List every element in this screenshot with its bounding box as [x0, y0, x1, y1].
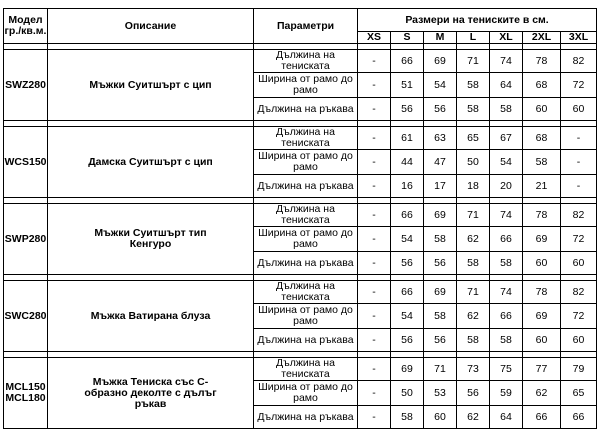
- parameter-cell: Дължина на тениската: [254, 50, 358, 73]
- size-value-cell: -: [358, 252, 391, 275]
- size-value-cell: 56: [457, 381, 490, 406]
- size-value-cell: -: [358, 175, 391, 198]
- size-label: 3XL: [561, 32, 597, 44]
- size-value-cell: 73: [457, 358, 490, 381]
- table-row: [4, 204, 597, 227]
- size-value-cell: 58: [457, 329, 490, 352]
- size-value-cell: -: [358, 127, 391, 150]
- size-value-cell: 59: [490, 381, 523, 406]
- size-value-cell: 72: [561, 73, 597, 98]
- size-value-cell: -: [358, 281, 391, 304]
- size-value-cell: 82: [561, 281, 597, 304]
- size-value-cell: 64: [490, 406, 523, 429]
- size-value-cell: 58: [457, 98, 490, 121]
- size-value-cell: 66: [523, 406, 561, 429]
- size-value-cell: 54: [424, 73, 457, 98]
- size-value-cell: 60: [424, 406, 457, 429]
- size-value-cell: 58: [490, 329, 523, 352]
- size-value-cell: 47: [424, 150, 457, 175]
- size-value-cell: 67: [490, 127, 523, 150]
- parameter-cell: Дължина на ръкава: [254, 329, 358, 352]
- size-value-cell: 69: [391, 358, 424, 381]
- parameter-cell: Дължина на тениската: [254, 281, 358, 304]
- size-label: L: [457, 32, 490, 44]
- size-value-cell: 58: [424, 304, 457, 329]
- size-value-cell: 21: [523, 175, 561, 198]
- size-value-cell: 71: [424, 358, 457, 381]
- size-value-cell: 75: [490, 358, 523, 381]
- size-value-cell: 56: [424, 98, 457, 121]
- size-value-cell: 54: [391, 227, 424, 252]
- size-value-cell: 54: [490, 150, 523, 175]
- size-value-cell: 56: [391, 329, 424, 352]
- size-value-cell: -: [358, 304, 391, 329]
- size-value-cell: 78: [523, 50, 561, 73]
- model-cell: SWZ280: [4, 50, 48, 121]
- size-label: 2XL: [523, 32, 561, 44]
- size-value-cell: 56: [424, 252, 457, 275]
- size-label: M: [424, 32, 457, 44]
- size-value-cell: 50: [391, 381, 424, 406]
- parameter-cell: Дължина на ръкава: [254, 406, 358, 429]
- size-value-cell: -: [561, 175, 597, 198]
- size-value-cell: -: [358, 98, 391, 121]
- size-value-cell: 60: [523, 98, 561, 121]
- size-value-cell: 58: [523, 150, 561, 175]
- parameter-cell: Ширина от рамо до рамо: [254, 150, 358, 175]
- size-value-cell: 77: [523, 358, 561, 381]
- table-row: [4, 127, 597, 150]
- size-value-cell: 74: [490, 50, 523, 73]
- size-value-cell: 63: [424, 127, 457, 150]
- size-label: XS: [358, 32, 391, 44]
- size-value-cell: 56: [391, 98, 424, 121]
- description-cell: Дамска Суитшърт с цип: [48, 127, 254, 198]
- size-value-cell: 58: [490, 252, 523, 275]
- model-cell: SWC280: [4, 281, 48, 352]
- size-value-cell: 58: [424, 227, 457, 252]
- description-cell: Мъжки Суитшърт тип Кенгуро: [48, 204, 254, 275]
- size-value-cell: 74: [490, 281, 523, 304]
- size-label: S: [391, 32, 424, 44]
- size-value-cell: 78: [523, 281, 561, 304]
- size-value-cell: 68: [523, 73, 561, 98]
- table-row: [4, 50, 597, 73]
- size-value-cell: 60: [561, 252, 597, 275]
- size-value-cell: -: [358, 73, 391, 98]
- size-value-cell: 62: [457, 304, 490, 329]
- size-value-cell: 16: [391, 175, 424, 198]
- size-value-cell: -: [358, 227, 391, 252]
- size-value-cell: 62: [457, 406, 490, 429]
- size-value-cell: -: [358, 381, 391, 406]
- size-value-cell: 66: [490, 304, 523, 329]
- model-cell: MCL150 MCL180: [4, 358, 48, 429]
- size-value-cell: -: [358, 204, 391, 227]
- size-value-cell: 58: [457, 73, 490, 98]
- size-value-cell: 71: [457, 204, 490, 227]
- size-value-cell: 82: [561, 204, 597, 227]
- size-value-cell: 69: [523, 227, 561, 252]
- description-cell: Мъжка Ватирана блуза: [48, 281, 254, 352]
- size-value-cell: 69: [424, 204, 457, 227]
- size-value-cell: 79: [561, 358, 597, 381]
- parameter-cell: Ширина от рамо до рамо: [254, 73, 358, 98]
- size-value-cell: 62: [457, 227, 490, 252]
- size-value-cell: 53: [424, 381, 457, 406]
- model-cell: WCS150: [4, 127, 48, 198]
- size-value-cell: 66: [391, 281, 424, 304]
- size-value-cell: 66: [561, 406, 597, 429]
- parameter-cell: Ширина от рамо до рамо: [254, 227, 358, 252]
- table-row: [4, 358, 597, 381]
- size-value-cell: -: [358, 50, 391, 73]
- size-value-cell: 69: [523, 304, 561, 329]
- size-value-cell: 20: [490, 175, 523, 198]
- description-cell: Мъжки Суитшърт с цип: [48, 50, 254, 121]
- size-value-cell: 60: [523, 252, 561, 275]
- size-value-cell: -: [358, 406, 391, 429]
- size-value-cell: 69: [424, 50, 457, 73]
- model-cell: SWP280: [4, 204, 48, 275]
- size-value-cell: -: [561, 127, 597, 150]
- model-header: Модел гр./кв.м.: [4, 9, 48, 44]
- size-value-cell: 72: [561, 304, 597, 329]
- size-value-cell: 72: [561, 227, 597, 252]
- size-value-cell: 66: [391, 204, 424, 227]
- size-label: XL: [490, 32, 523, 44]
- size-value-cell: 66: [391, 50, 424, 73]
- size-value-cell: 60: [561, 98, 597, 121]
- parameter-cell: Дължина на ръкава: [254, 252, 358, 275]
- size-value-cell: 65: [561, 381, 597, 406]
- size-value-cell: 50: [457, 150, 490, 175]
- size-value-cell: 74: [490, 204, 523, 227]
- size-value-cell: 69: [424, 281, 457, 304]
- parameter-cell: Дължина на ръкава: [254, 175, 358, 198]
- size-value-cell: 64: [490, 73, 523, 98]
- size-value-cell: 54: [391, 304, 424, 329]
- size-value-cell: 71: [457, 281, 490, 304]
- size-value-cell: 61: [391, 127, 424, 150]
- header-row: [4, 9, 597, 32]
- size-value-cell: 17: [424, 175, 457, 198]
- size-value-cell: 18: [457, 175, 490, 198]
- table-row: [4, 281, 597, 304]
- size-value-cell: 60: [523, 329, 561, 352]
- parameter-cell: Дължина на тениската: [254, 127, 358, 150]
- size-value-cell: 56: [391, 252, 424, 275]
- description-cell: Мъжка Тениска със С-образно деколте с дълъг ръкав: [48, 358, 254, 429]
- size-chart-table: [3, 8, 597, 429]
- size-value-cell: 58: [490, 98, 523, 121]
- parameter-cell: Ширина от рамо до рамо: [254, 381, 358, 406]
- size-value-cell: -: [358, 150, 391, 175]
- parameter-cell: Дължина на тениската: [254, 358, 358, 381]
- parameter-cell: Ширина от рамо до рамо: [254, 304, 358, 329]
- size-value-cell: -: [358, 358, 391, 381]
- size-value-cell: 68: [523, 127, 561, 150]
- parameters-header: Параметри: [254, 9, 358, 44]
- size-value-cell: -: [561, 150, 597, 175]
- size-value-cell: 56: [424, 329, 457, 352]
- size-value-cell: 44: [391, 150, 424, 175]
- parameter-cell: Дължина на тениската: [254, 204, 358, 227]
- size-value-cell: 51: [391, 73, 424, 98]
- description-header: Описание: [48, 9, 254, 44]
- size-value-cell: 78: [523, 204, 561, 227]
- size-value-cell: 82: [561, 50, 597, 73]
- size-value-cell: 62: [523, 381, 561, 406]
- size-value-cell: 58: [391, 406, 424, 429]
- size-value-cell: -: [358, 329, 391, 352]
- size-value-cell: 71: [457, 50, 490, 73]
- size-value-cell: 65: [457, 127, 490, 150]
- size-value-cell: 60: [561, 329, 597, 352]
- size-value-cell: 66: [490, 227, 523, 252]
- sizes-title-header: Размери на тениските в см.: [358, 9, 597, 32]
- size-value-cell: 58: [457, 252, 490, 275]
- parameter-cell: Дължина на ръкава: [254, 98, 358, 121]
